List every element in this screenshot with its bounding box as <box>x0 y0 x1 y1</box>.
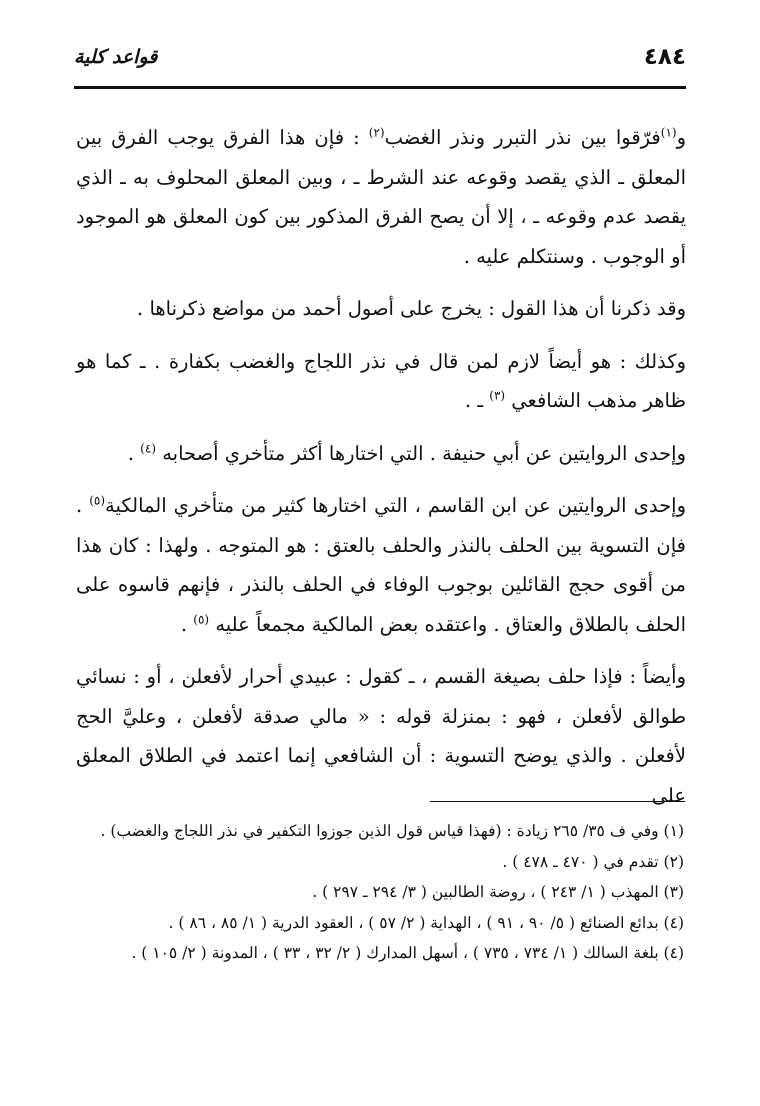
footnote-rule <box>430 801 685 802</box>
paragraph-6: وأيضاً : فإذا حلف بصيغة القسم ، ـ كقول : عبيدي أحرار لأفعلن ، أو : نسائي طوالق لأفعلن ، فهو : بمنزلة قوله : « مالي صدقة لأفعلن ، وعليَّ الحج لأفعلن . والذي يوضح التسوية : أن الشافعي إنما اعتمد في الطلاق المعلق على <box>76 665 686 807</box>
paragraph-4: وإحدى الروايتين عن أبي حنيفة . التي اختارها أكثر متأخري أصحابه $^{(٤)}$ . <box>127 441 686 465</box>
paragraph-5: وإحدى الروايتين عن ابن القاسم ، التي اختارها كثير من متأخري المالكية$^{(٥)}$ . فإن التسوية بين الحلف بالنذر والحلف بالعتق : هو المتوجه . ولهذا : كان هذا من أقوى حجج القائلين بوجوب الوفاء في الحلف بالنذر ، فإنهم قاسوه على الحلف بالطلاق والعتاق . واعتقده بعض المالكية مجمعاً عليه $^{(٥)}$ . <box>76 493 686 636</box>
footnote-1: (١) وفي ف ٣٥/ ٢٦٥ زيادة : (فهذا قياس قول الذين جوزوا التكفير في نذر اللجاج والغضب) . <box>100 822 684 840</box>
header-rule <box>74 86 686 89</box>
running-title: قواعد كلية <box>74 46 158 68</box>
footnote-ref-3[interactable]: (٣) <box>489 388 506 403</box>
page-header <box>74 40 686 80</box>
footnote-4: (٤) بدائع الصنائع ( ٥/ ٩٠ ، ٩١ ) ، الهداية ( ٢/ ٥٧ ) ، العقود الدرية ( ١/ ٨٥ ، ٨٦ ) . <box>168 913 684 932</box>
footnote-ref-5b[interactable]: (٥) <box>193 612 210 626</box>
page-number: ٤٨٤ <box>643 44 686 70</box>
footnote-5: (٤) بلغة السالك ( ١/ ٧٣٤ ، ٧٣٥ ) ، أسهل المدارك ( ٢/ ٣٢ ، ٣٣ ) ، المدونة ( ٢/ ١٠٥ ) . <box>131 944 684 962</box>
footnote-ref-1[interactable]: (١) <box>660 125 677 140</box>
paragraph-3: وكذلك : هو أيضاً لازم لمن قال في نذر اللجاج والغضب بكفارة . ـ كما هو ظاهر مذهب الشافعي $^{(٣)}$ ـ . <box>76 349 686 412</box>
main-text <box>76 118 686 828</box>
footnote-ref-2[interactable]: (٢) <box>368 125 385 140</box>
footnote-ref-4[interactable]: (٤) <box>140 441 156 455</box>
footnote-ref-5a[interactable]: (٥) <box>89 493 106 508</box>
footnotes <box>80 816 684 969</box>
footnote-3: (٣) المهذب ( ١/ ٢٤٣ ) ، روضة الطالبين ( ٣/ ٢٩٤ ـ ٢٩٧ ) . <box>312 883 684 901</box>
footnote-2: (٢) تقدم في ( ٤٧٠ ـ ٤٧٨ ) . <box>502 852 684 871</box>
paragraph-2: وقد ذكرنا أن هذا القول : يخرج على أصول أحمد من مواضع ذكرناها . <box>137 297 686 320</box>
paragraph-1: و$^{(١)}$فرّقوا بين نذر التبرر ونذر الغضب$^{(٢)}$ : فإن هذا الفرق يوجب الفرق بين المعلق ـ الذي يقصد وقوعه عند الشرط ـ ، وبين المعلق المحلوف به ـ الذي يقصد عدم وقوعه ـ ، إلا أن يصح الفرق المذكور بين كون المعلق هو الموجود أو الوجوب . وسنتكلم عليه . <box>76 125 687 268</box>
